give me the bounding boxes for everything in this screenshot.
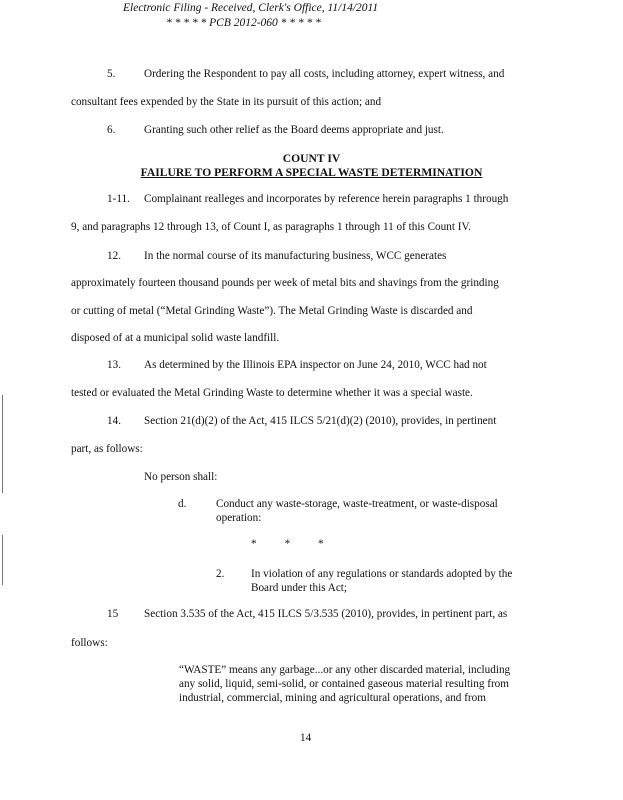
waste-definition-line-2: any solid, liquid, semi-solid, or contained gaseous material resulting from [179,678,509,690]
quote-item-2-line-1: In violation of any regulations or standards adopted by the [251,568,513,580]
quote-item-2-line-2: Board under this Act; [251,582,348,594]
scan-edge-mark [2,395,3,493]
paragraph-5-line-2: consultant fees expended by the State in its pursuit of this action; and [71,96,382,108]
paragraph-14-line-2: part, as follows: [71,443,143,455]
quote-intro: No person shall: [144,471,218,483]
paragraph-13-line-2: tested or evaluated the Metal Grinding Waste to determine whether it was a special waste. [71,387,473,399]
filing-stamp-line-1: Electronic Filing - Received, Clerk's Office, 11/14/2011 [123,2,379,14]
paragraph-1-11-number: 1-11. [107,193,130,205]
quote-item-2-label: 2. [216,568,225,580]
paragraph-12-line-4: disposed of at a municipal solid waste landfill. [71,332,280,344]
scan-edge-mark [2,535,3,585]
filing-stamp-line-2: * * * * * PCB 2012-060 * * * * * [166,17,321,29]
paragraph-15-line-2: follows: [71,637,108,649]
waste-definition-line-1: “WASTE” means any garbage...or any other discarded material, including [179,664,511,676]
paragraph-14-number: 14. [107,415,121,427]
paragraph-14-line-1: Section 21(d)(2) of the Act, 415 ILCS 5/21(d)(2) (2010), provides, in pertinent [144,415,497,427]
paragraph-6-line-1: Granting such other relief as the Board deems appropriate and just. [144,124,444,136]
paragraph-6-number: 6. [107,124,116,136]
paragraph-5-number: 5. [107,68,116,80]
ellipsis-stars: * * * [251,538,324,550]
quote-item-d-line-1: Conduct any waste-storage, waste-treatment, or waste-disposal [216,498,498,510]
paragraph-12-number: 12. [107,250,121,262]
paragraph-12-line-3: or cutting of metal (“Metal Grinding Waste”). The Metal Grinding Waste is discarded and [71,305,473,317]
page-number: 14 [300,732,312,744]
paragraph-12-line-2: approximately fourteen thousand pounds per week of metal bits and shavings from the grinding [71,277,499,289]
paragraph-1-11-line-2: 9, and paragraphs 12 through 13, of Count I, as paragraphs 1 through 11 of this Count IV. [71,221,471,233]
paragraph-12-line-1: In the normal course of its manufacturing business, WCC generates [144,250,447,262]
paragraph-13-line-1: As determined by the Illinois EPA inspector on June 24, 2010, WCC had not [144,359,487,371]
paragraph-15-line-1: Section 3.535 of the Act, 415 ILCS 5/3.535 (2010), provides, in pertinent part, as [144,608,508,620]
waste-definition-line-3: industrial, commercial, mining and agricultural operations, and from [179,692,486,704]
quote-item-d-label: d. [178,498,187,510]
count-subtitle-text: FAILURE TO PERFORM A SPECIAL WASTE DETERMINATION [140,166,483,179]
paragraph-1-11-line-1: Complainant realleges and incorporates by reference herein paragraphs 1 through [144,193,509,205]
paragraph-13-number: 13. [107,359,121,371]
quote-item-d-line-2: operation: [216,512,262,524]
paragraph-5-line-1: Ordering the Respondent to pay all costs, including attorney, expert witness, and [144,68,505,80]
count-title: COUNT IV [282,152,341,165]
paragraph-15-number: 15 [107,608,119,620]
count-subtitle [0,166,623,179]
